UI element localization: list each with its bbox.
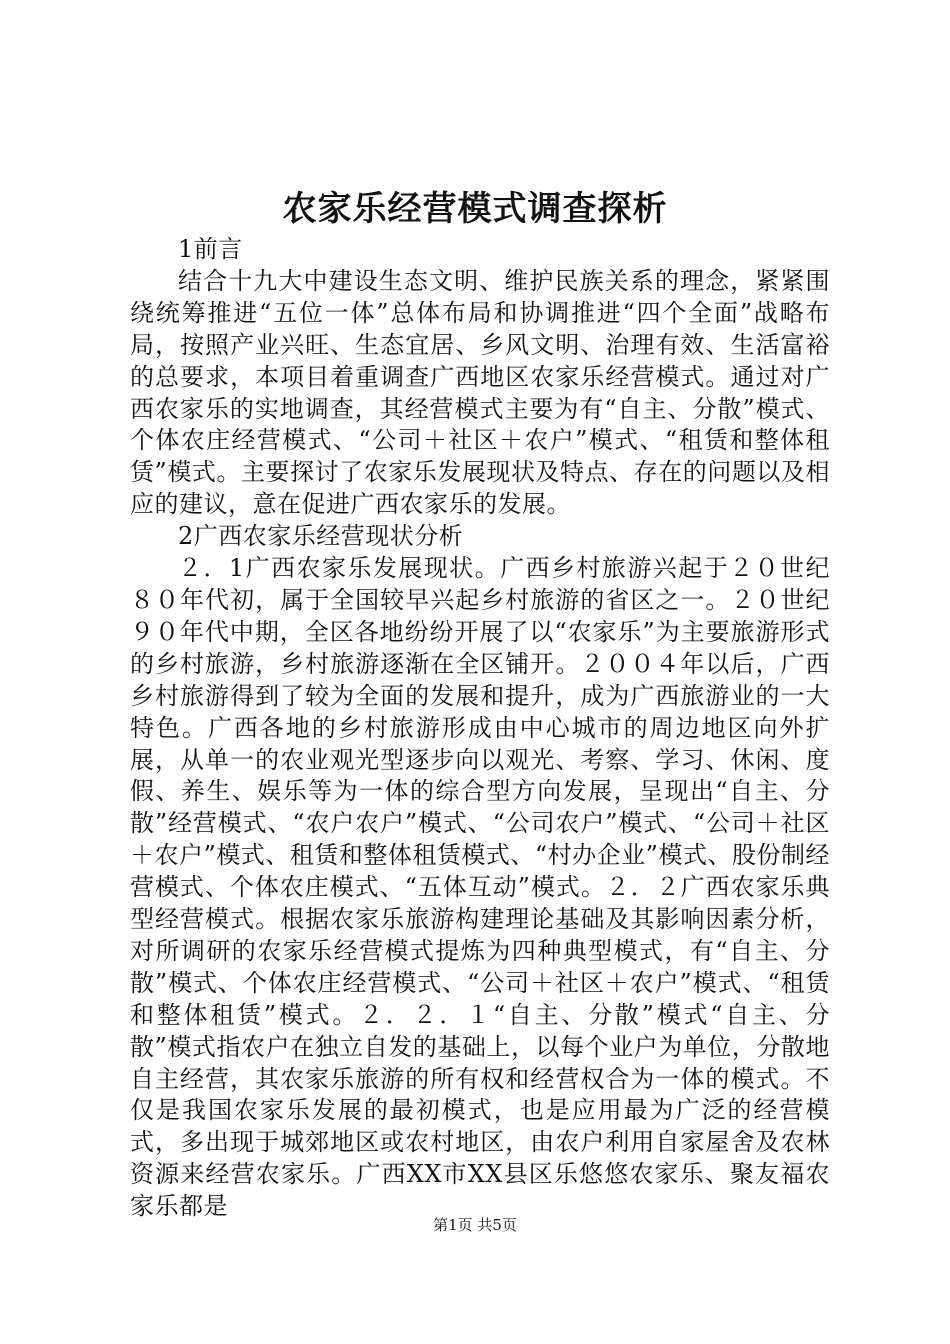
paragraph-heading-status: 2广西农家乐经营现状分析 bbox=[178, 522, 464, 551]
document-body bbox=[130, 234, 830, 1223]
document-title: 农家乐经营模式调查探析 bbox=[282, 189, 668, 229]
paragraph-heading-intro: 1前言 bbox=[178, 235, 243, 263]
paragraph-intro: 结合十九大中建设生态文明、维护民族关系的理念，紧紧围绕统筹推进“五位一体”总体布局和协调推进“四个全面”战略布局，按照产业兴旺、生态宜居、乡风文明、治理有效、生活富裕的总要求，本项目着重调查广西地区农家乐经营模式。通过对广西农家乐的实地调查，其经营模式主要为有“自主、分散”模式、个体农庄经营模式、“公司＋社区＋农户”模式、“租赁和整体租赁”模式。主要探讨了农家乐发展现状及特点、存在的问题以及相应的建议，意在促进广西农家乐的发展。 bbox=[130, 266, 830, 519]
paragraph-status: ２．1广西农家乐发展现状。广西乡村旅游兴起于２０世纪８０年代初，属于全国较早兴起乡村旅游的省区之一。２０世纪９０年代中期，全区各地纷纷开展了以“农家乐”为主要旅游形式的乡村旅游，乡村旅游逐渐在全区铺开。２００４年以后，广西乡村旅游得到了较为全面的发展和提升，成为广西旅游业的一大特色。广西各地的乡村旅游形成由中心城市的周边地区向外扩展，从单一的农业观光型逐步向以观光、考察、学习、休闲、度假、养生、娱乐等为一体的综合型方向发展，呈现出“自主、分散”经营模式、“农户农户”模式、“公司农户”模式、“公司＋社区＋农户”模式、租赁和整体租赁模式、“村办企业”模式、股份制经营模式、个体农庄模式、“五体互动”模式。２．２广西农家乐典型经营模式。根据农家乐旅游构建理论基础及其影响因素分析，对所调研的农家乐经营模式提炼为四种典型模式，有“自主、分散”模式、个体农庄经营模式、“公司＋社区＋农户”模式、“租赁和整体租赁”模式。２．２．１“自主、分散”模式“自主、分散”模式指农户在独立自发的基础上，以每个业户为单位，分散地自主经营，其农家乐旅游的所有权和经营权合为一体的模式。不仅是我国农家乐发展的最初模式，也是应用最为广泛的经营模式，多出现于城郊地区或农村地区，由农户利用自家屋舍及农林资源来经营农家乐。广西XX市XX县区乐悠悠农家乐、聚友福农家乐都是 bbox=[130, 554, 830, 1221]
page-number: 第1页 共5页 bbox=[433, 1216, 517, 1234]
